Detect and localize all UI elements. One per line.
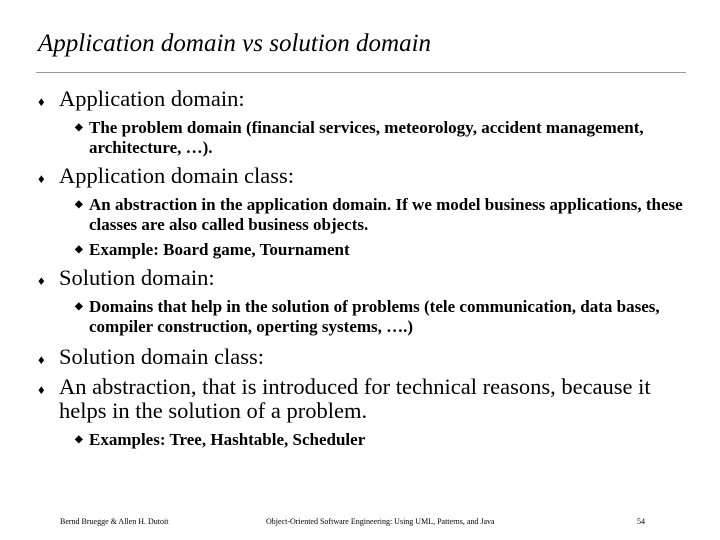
bullet-application-domain: ♦ Application domain: [38, 87, 678, 114]
bullet-application-domain-class: ♦ Application domain class: [38, 164, 678, 191]
diamond-bullet-icon: ◆ [75, 301, 83, 312]
bullet-solution-domain: ♦ Solution domain: [38, 266, 678, 293]
diamond-bullet-icon: ♦ [38, 352, 45, 367]
diamond-bullet-icon: ♦ [38, 171, 45, 186]
sub-bullet-problem-domain: ◆ The problem domain (financial services, meteorology, accident management, architecture, …). [75, 118, 644, 157]
bullet-abstraction-technical: ♦ An abstraction, that is introduced for technical reasons, because it helps in the solution of a problem. [38, 374, 651, 423]
title-divider [36, 72, 686, 73]
diamond-bullet-icon: ◆ [75, 244, 83, 255]
diamond-bullet-icon: ♦ [38, 94, 45, 109]
footer-book-title: Object-Oriented Software Engineering: Using UML, Patterns, and Java [266, 517, 495, 526]
footer-authors: Bernd Bruegge & Allen H. Dutoit [60, 517, 169, 526]
diamond-bullet-icon: ♦ [38, 382, 45, 397]
sub-bullet-domains-help: ◆ Domains that help in the solution of problems (tele communication, data bases, compiler construction, operting systems, ….) [75, 297, 660, 336]
diamond-bullet-icon: ◆ [75, 199, 83, 210]
bullet-solution-domain-class: ♦ Solution domain class: [38, 345, 678, 372]
slide-title: Application domain vs solution domain [38, 30, 432, 57]
sub-bullet-examples: ◆ Examples: Tree, Hashtable, Scheduler [75, 430, 366, 449]
sub-bullet-abstraction: ◆ An abstraction in the application domain. If we model business applications, these classes are also called business objects. [75, 195, 683, 234]
diamond-bullet-icon: ◆ [75, 434, 83, 445]
footer-page-number: 54 [637, 517, 645, 526]
diamond-bullet-icon: ♦ [38, 273, 45, 288]
diamond-bullet-icon: ◆ [75, 122, 83, 133]
sub-bullet-example: ◆ Example: Board game, Tournament [75, 240, 350, 259]
